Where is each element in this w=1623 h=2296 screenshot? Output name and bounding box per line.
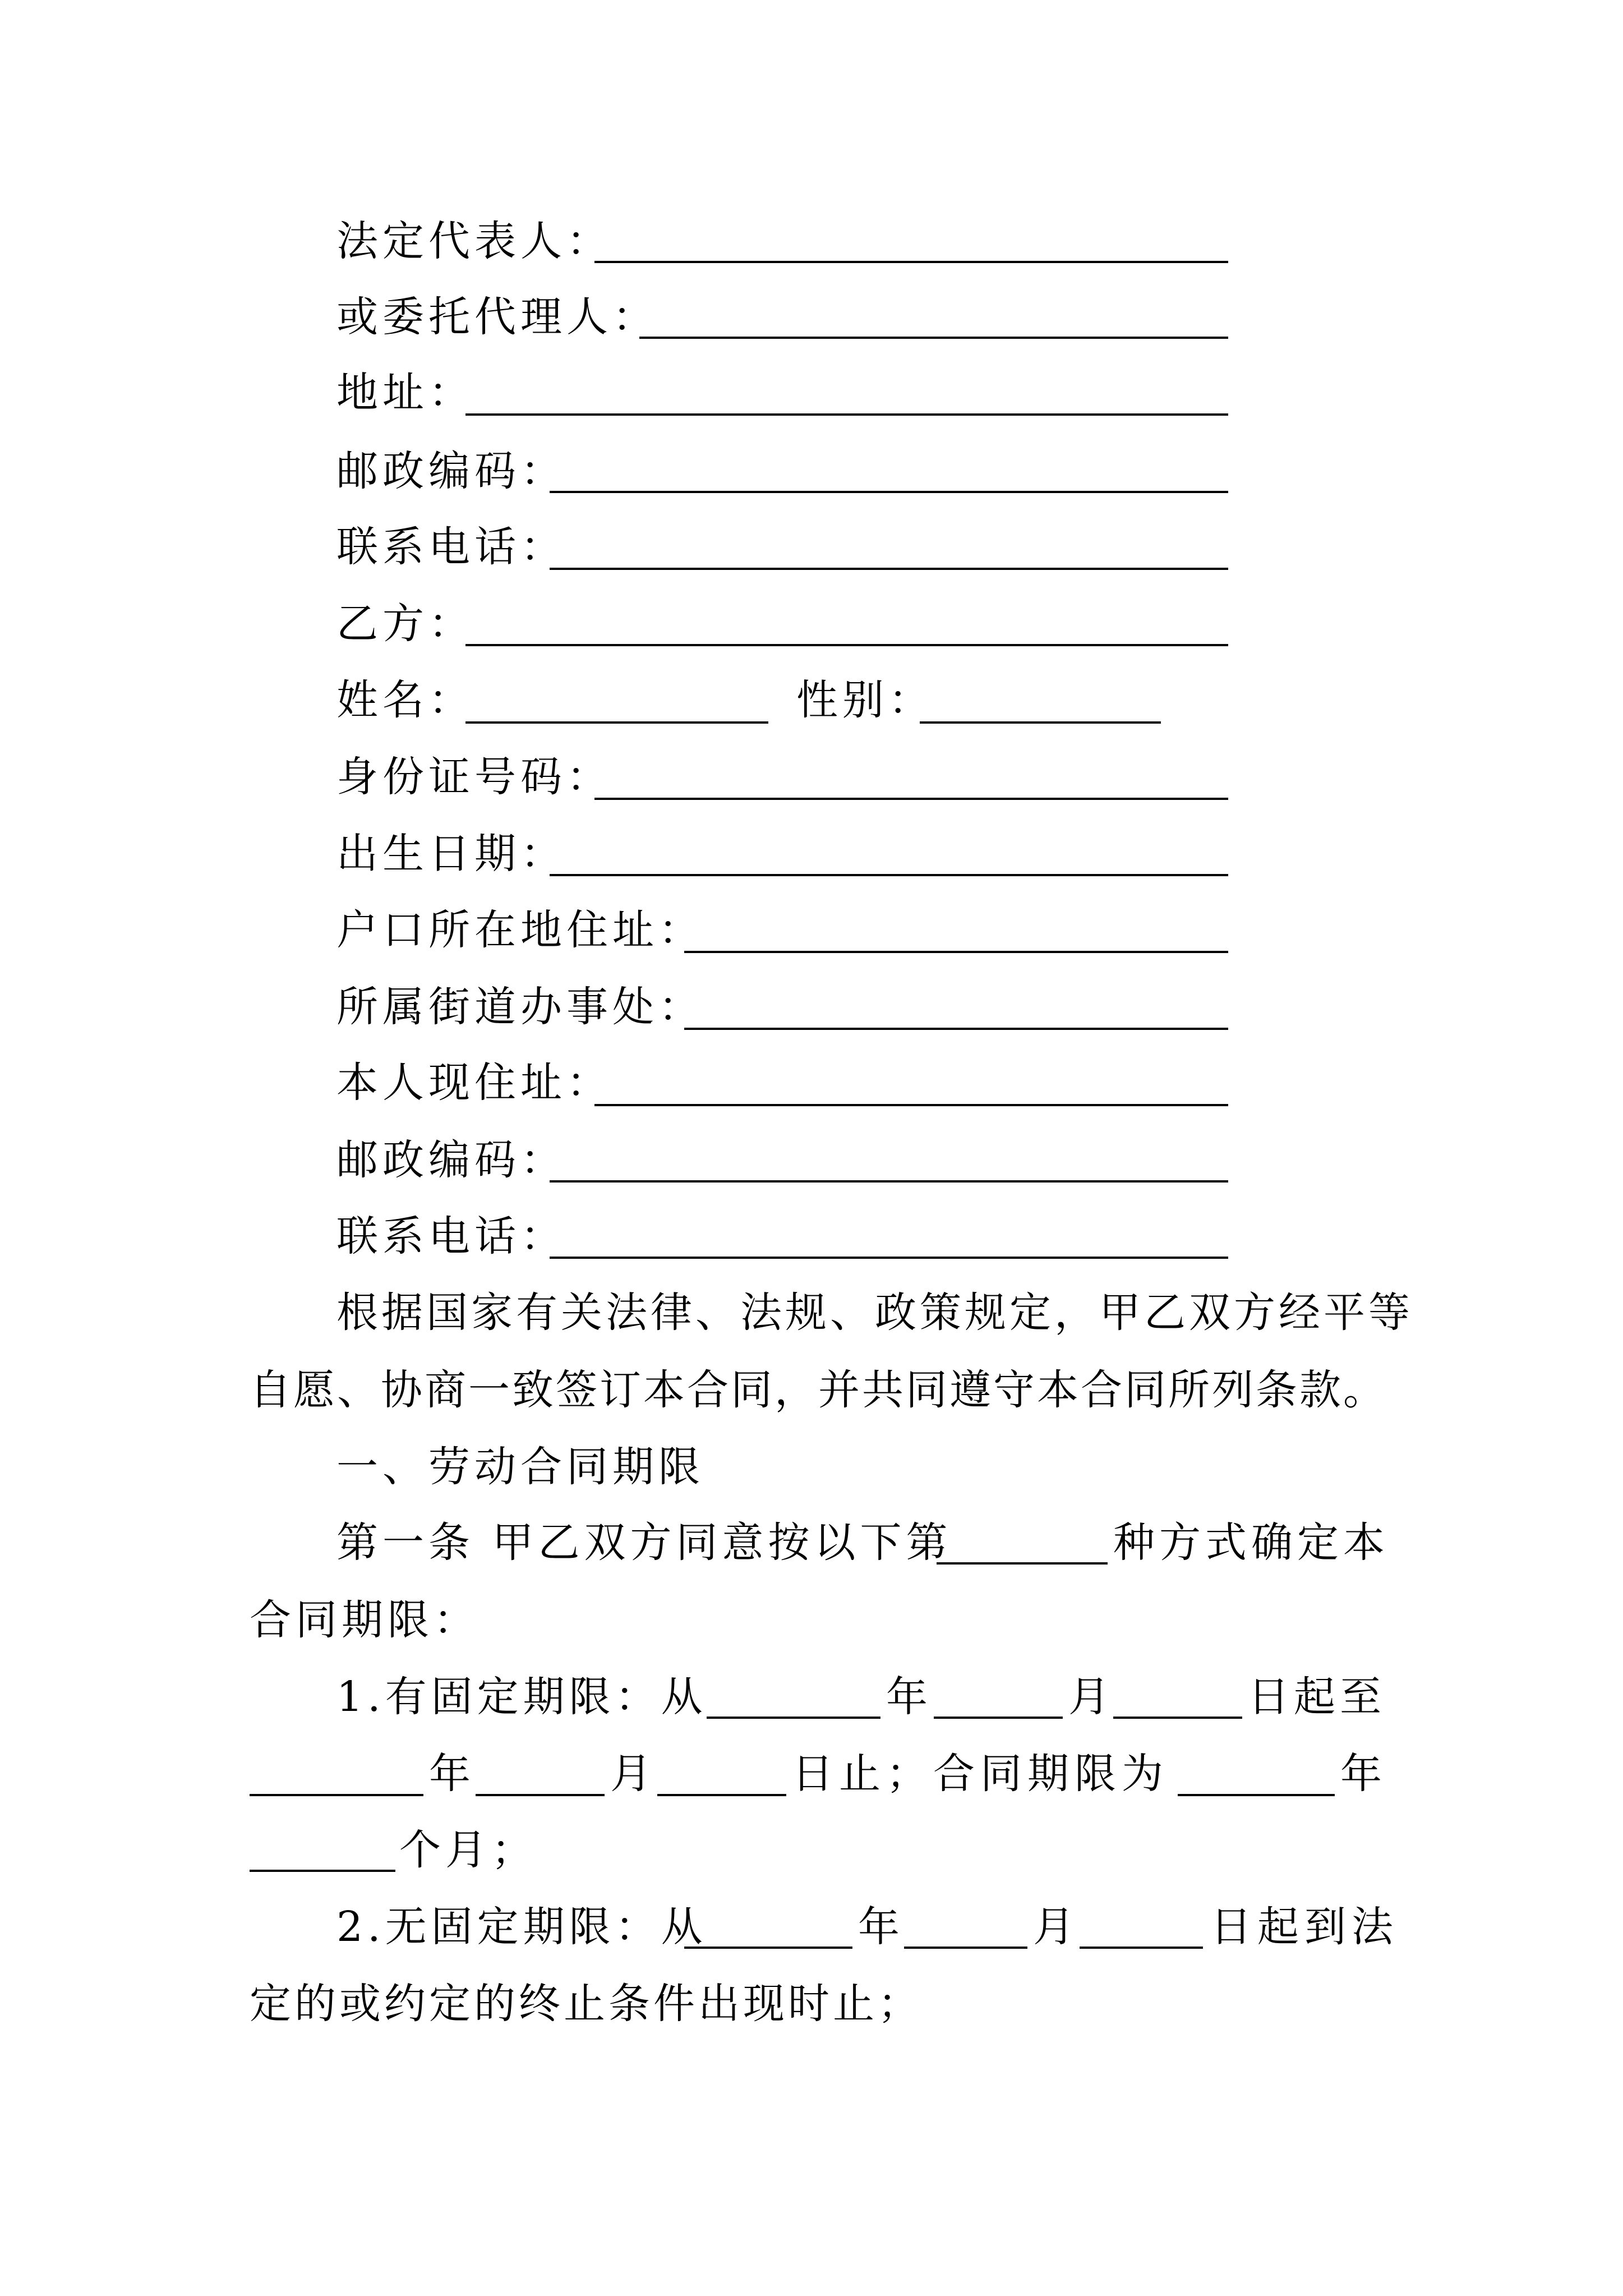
article1-text-b: 种方式确定本 [1113,1519,1389,1567]
option1-end-day-blank[interactable] [657,1794,786,1796]
gender-blank[interactable] [920,721,1161,724]
legal-rep-blank[interactable] [594,261,1228,263]
preamble-line-1: 根据国家有关法律、法规、政策规定，甲乙双方经平等 [336,1289,1413,1337]
gender-label: 性别： [796,676,934,724]
section-heading: 一、劳动合同期限 [336,1443,704,1491]
party-a-phone-blank[interactable] [550,568,1228,570]
legal-rep-label: 法定代表人： [336,217,612,265]
name-blank[interactable] [465,721,768,724]
article1-text-c: 合同期限： [250,1596,479,1644]
option2-start-day-blank[interactable] [1080,1947,1203,1949]
name-label: 姓名： [336,676,474,724]
option1-term-years-blank[interactable] [1178,1794,1335,1796]
agent-label: 或委托代理人： [336,293,658,341]
current-address-label: 本人现住址： [336,1059,612,1107]
option2-start-year-blank[interactable] [684,1947,852,1949]
agent-blank[interactable] [639,337,1228,339]
option1-text-a: 1.有固定期限：从 [336,1673,707,1721]
party-a-postcode-label: 邮政编码： [336,447,566,495]
option1-text-b: 日起至 [1248,1673,1386,1721]
option1-end-month-blank[interactable] [476,1794,605,1796]
party-b-postcode-label: 邮政编码： [336,1136,566,1184]
option1-year-3: 年 [1340,1750,1386,1798]
option1-text-c: 日止；合同期限为 [792,1750,1169,1798]
address-label: 地址： [336,369,474,417]
option1-year-1: 年 [886,1673,932,1721]
option1-start-year-blank[interactable] [707,1717,880,1719]
street-office-blank[interactable] [684,1028,1228,1030]
option1-months: 个月； [399,1826,537,1874]
option1-start-day-blank[interactable] [1113,1717,1242,1719]
option2-year: 年 [858,1903,904,1951]
option1-end-year-blank[interactable] [250,1794,423,1796]
option1-month-2: 月 [610,1750,656,1798]
option2-text-c: 定的或约定的终止条件出现时止； [250,1980,923,2028]
option1-start-month-blank[interactable] [934,1717,1063,1719]
option2-text-b: 日起到法 [1210,1903,1399,1951]
party-b-label: 乙方： [336,600,474,648]
option1-year-2: 年 [429,1750,475,1798]
party-b-blank[interactable] [465,644,1228,646]
current-address-blank[interactable] [594,1104,1228,1106]
article1-method-blank[interactable] [937,1562,1108,1565]
article1-text-a: 第一条 甲乙双方同意按以下第 [336,1519,952,1567]
id-number-label: 身份证号码： [336,753,612,801]
hukou-address-blank[interactable] [684,951,1228,953]
option2-start-month-blank[interactable] [904,1947,1027,1949]
option1-month-1: 月 [1068,1673,1114,1721]
birth-date-label: 出生日期： [336,830,566,878]
option2-month: 月 [1033,1903,1079,1951]
party-a-phone-label: 联系电话： [336,523,566,571]
hukou-address-label: 户口所在地住址： [336,906,704,954]
birth-date-blank[interactable] [550,874,1228,876]
party-a-postcode-blank[interactable] [550,491,1228,493]
preamble-line-2: 自愿、协商一致签订本合同，并共同遵守本合同所列条款。 [250,1366,1387,1414]
address-blank[interactable] [465,413,1228,416]
id-number-blank[interactable] [594,798,1228,800]
party-b-postcode-blank[interactable] [550,1180,1228,1182]
option2-text-a: 2.无固定期限：从 [336,1903,707,1951]
party-b-phone-label: 联系电话： [336,1212,566,1260]
option1-term-months-blank[interactable] [250,1870,395,1872]
street-office-label: 所属街道办事处： [336,983,704,1031]
party-b-phone-blank[interactable] [550,1257,1228,1259]
